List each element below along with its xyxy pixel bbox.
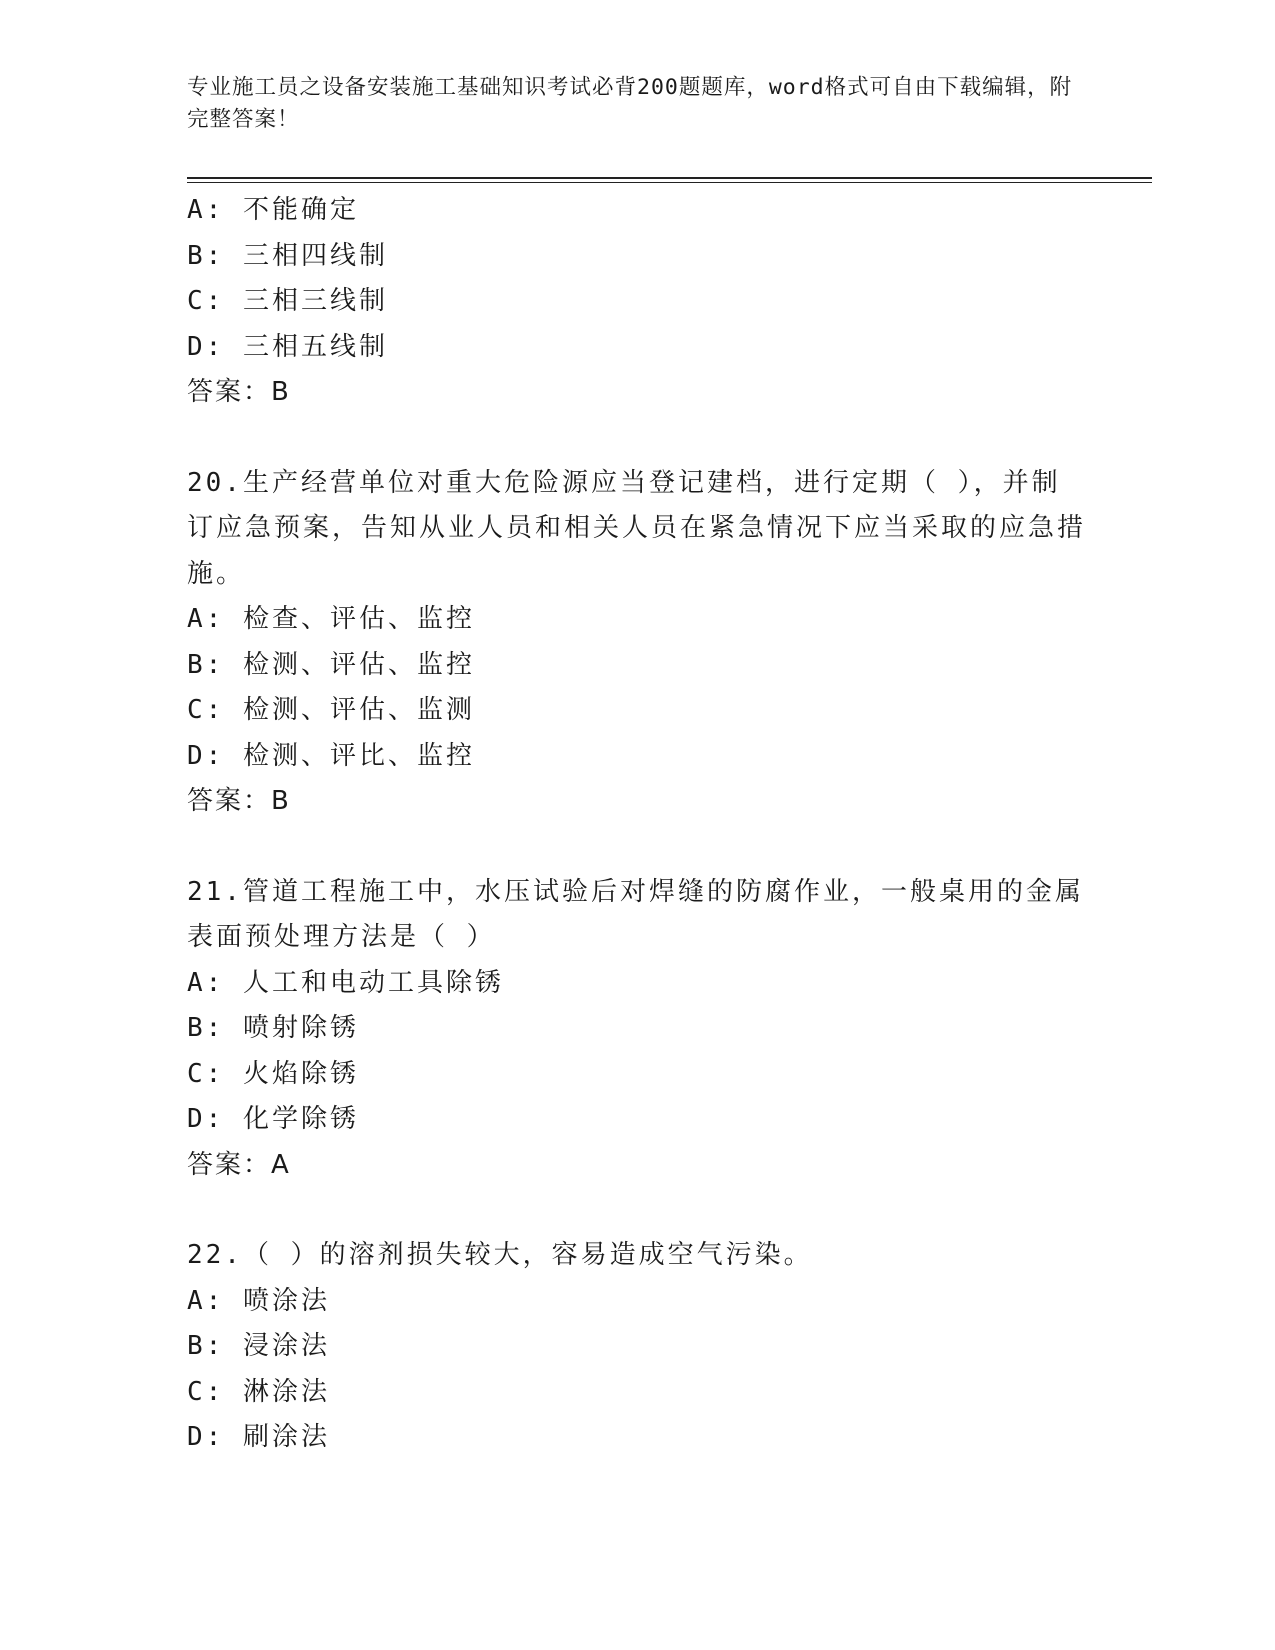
option-a: A: 不能确定 [187,195,359,225]
option-b: B: 浸涂法 [187,1331,330,1361]
option-d: D: 检测、评比、监控 [187,740,475,771]
option-a: A: 检查、评估、监控 [187,604,475,634]
question-stem: 20.生产经营单位对重大危险源应当登记建档，进行定期（ ），并制订应急预案，告知从业人员和相关人员在紧急情况下应当采取的应急措施。 [187,467,1087,589]
option-c: C: 检测、评估、监测 [187,695,475,725]
question-19-remainder [187,188,1087,416]
option-c: C: 淋涂法 [187,1376,330,1407]
option-b: B: 三相四线制 [187,240,388,271]
header-divider-thick [187,177,1152,179]
option-a: A: 人工和电动工具除锈 [187,967,504,998]
question-22 [187,1233,1087,1461]
option-d: D: 刷涂法 [187,1422,330,1452]
document-header: 专业施工员之设备安装施工基础知识考试必背200题题库，word格式可自由下载编辑，附完整答案！ [187,75,1073,132]
option-d: D: 化学除锈 [187,1104,359,1134]
answer: 答案：A [187,1149,291,1180]
question-20 [187,461,1087,825]
option-c: C: 三相三线制 [187,286,388,316]
header-divider-thin [187,182,1152,183]
answer: 答案：B [187,786,291,816]
answer: 答案：B [187,377,291,407]
question-stem: 22.（ ）的溶剂损失较大，容易造成空气污染。 [187,1240,813,1270]
option-d: D: 三相五线制 [187,331,388,362]
option-b: B: 喷射除锈 [187,1013,359,1043]
question-stem: 21.管道工程施工中，水压试验后对焊缝的防腐作业，一般桌用的金属表面预处理方法是（ ） [187,876,1084,952]
question-21 [187,870,1087,1189]
option-a: A: 喷涂法 [187,1285,330,1316]
question-list [187,188,1087,1461]
option-b: B: 检测、评估、监控 [187,649,475,680]
option-c: C: 火焰除锈 [187,1058,359,1089]
